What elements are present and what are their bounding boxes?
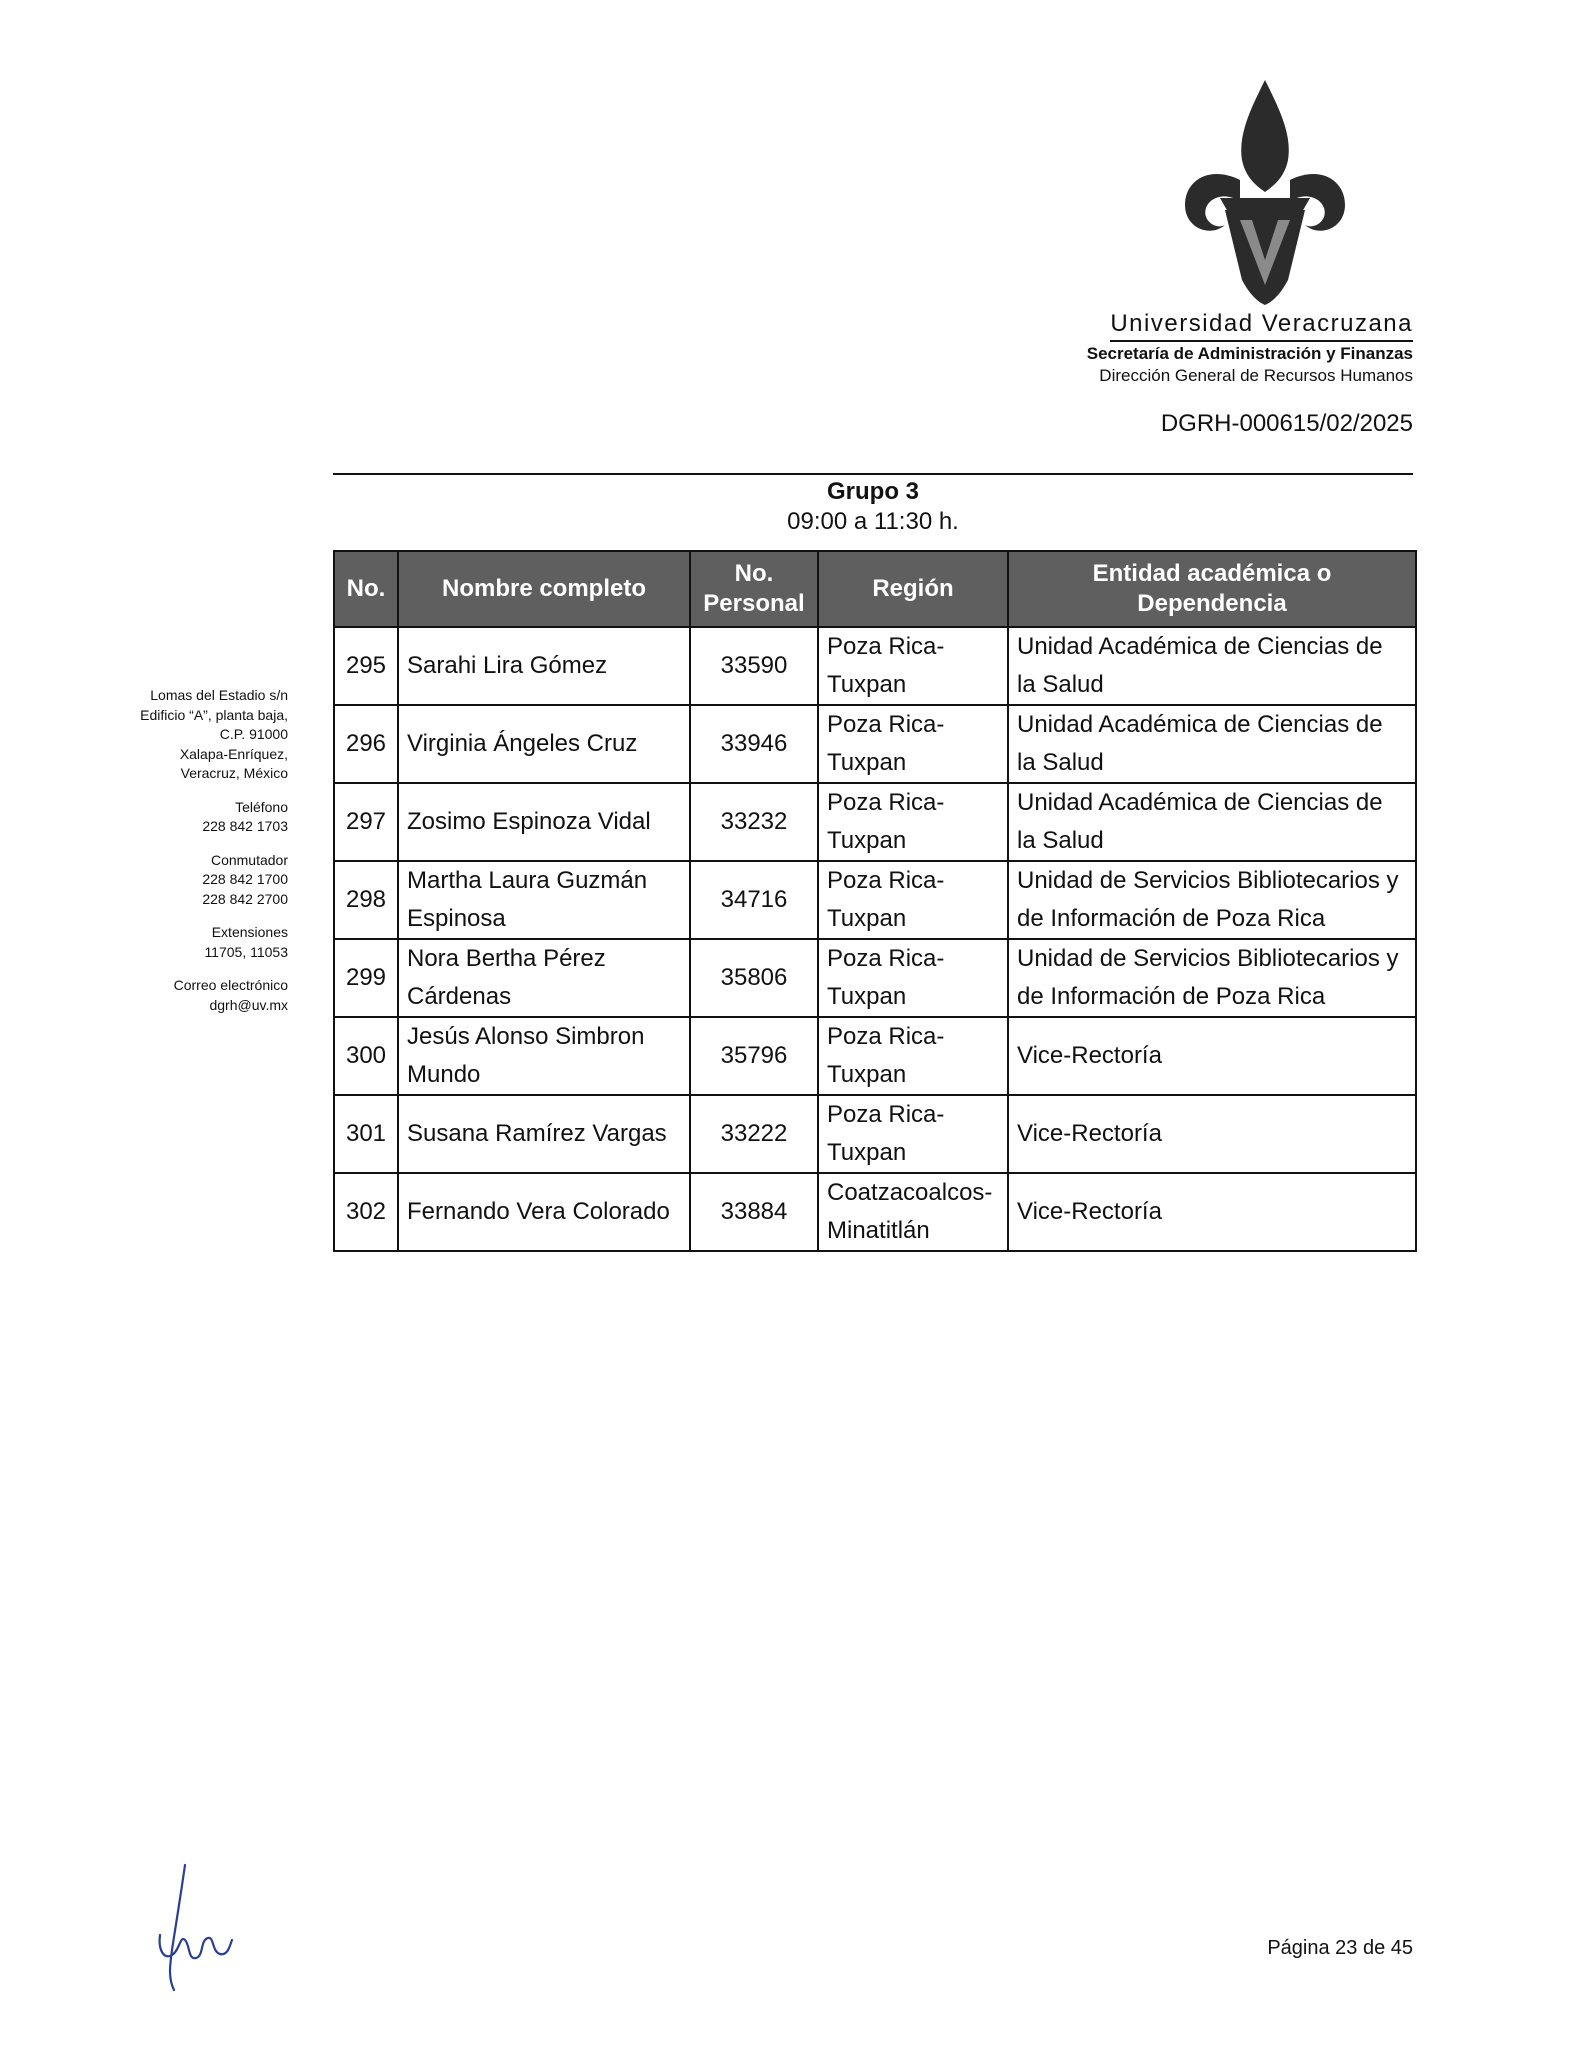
directorate-name: Dirección General de Recursos Humanos xyxy=(1099,366,1413,385)
cell-no: 301 xyxy=(334,1095,398,1173)
cell-personal: 34716 xyxy=(690,861,818,939)
roster-table xyxy=(333,550,1417,1252)
switchboard-block xyxy=(100,851,288,910)
document-number: DGRH-000615/02/2025 xyxy=(1160,410,1413,437)
cell-personal: 35796 xyxy=(690,1017,818,1095)
address-line: Xalapa-Enríquez, xyxy=(179,745,288,762)
secretariat-name: Secretaría de Administración y Finanzas xyxy=(1086,344,1413,363)
phone-number: 228 842 1703 xyxy=(202,818,288,834)
cell-no: 295 xyxy=(334,627,398,705)
email-label: Correo electrónico xyxy=(173,977,288,993)
institution-block xyxy=(1087,310,1413,386)
cell-personal: 33232 xyxy=(690,783,818,861)
cell-nombre: Martha Laura Guzmán Espinosa xyxy=(398,861,690,939)
group-schedule: 09:00 a 11:30 h. xyxy=(787,508,959,535)
cell-nombre: Fernando Vera Colorado xyxy=(398,1173,690,1251)
signature-initials-icon xyxy=(150,1860,240,1995)
cell-nombre: Nora Bertha Pérez Cárdenas xyxy=(398,939,690,1017)
table-header-row xyxy=(334,551,1416,627)
table-row xyxy=(334,1173,1416,1251)
university-logo-icon xyxy=(1180,80,1350,305)
extensions-label: Extensiones xyxy=(211,924,288,940)
switchboard-label: Conmutador xyxy=(210,851,288,868)
cell-entidad: Unidad Académica de Ciencias de la Salud xyxy=(1008,783,1416,861)
cell-region: Poza Rica-Tuxpan xyxy=(818,939,1008,1017)
address-line: Veracruz, México xyxy=(180,765,288,781)
header-entidad: Entidad académica o Dependencia xyxy=(1008,551,1416,627)
cell-region: Poza Rica-Tuxpan xyxy=(818,1095,1008,1173)
cell-nombre: Jesús Alonso Simbron Mundo xyxy=(398,1017,690,1095)
extensions-block xyxy=(100,923,288,962)
cell-region: Poza Rica-Tuxpan xyxy=(818,783,1008,861)
address-line: Lomas del Estadio s/n xyxy=(150,687,288,703)
cell-personal: 33222 xyxy=(690,1095,818,1173)
cell-nombre: Virginia Ángeles Cruz xyxy=(398,705,690,783)
switchboard-number: 228 842 1700 xyxy=(202,871,288,887)
cell-region: Poza Rica-Tuxpan xyxy=(818,627,1008,705)
group-title: Grupo 3 xyxy=(826,478,919,505)
cell-nombre: Zosimo Espinoza Vidal xyxy=(398,783,690,861)
group-heading xyxy=(333,477,1413,537)
table-row xyxy=(334,705,1416,783)
header-personal: No. Personal xyxy=(690,551,818,627)
cell-no: 302 xyxy=(334,1173,398,1251)
cell-no: 300 xyxy=(334,1017,398,1095)
header-divider xyxy=(333,473,1413,475)
cell-nombre: Susana Ramírez Vargas xyxy=(398,1095,690,1173)
address-line: C.P. 91000 xyxy=(219,726,288,742)
cell-entidad: Unidad de Servicios Bibliotecarios y de Información de Poza Rica xyxy=(1008,861,1416,939)
university-name: Universidad Veracruzana xyxy=(1110,310,1413,342)
page-number: Página 23 de 45 xyxy=(1267,1937,1413,1959)
cell-nombre: Sarahi Lira Gómez xyxy=(398,627,690,705)
cell-no: 298 xyxy=(334,861,398,939)
cell-no: 297 xyxy=(334,783,398,861)
email-block xyxy=(100,976,288,1015)
cell-personal: 35806 xyxy=(690,939,818,1017)
cell-region: Poza Rica-Tuxpan xyxy=(818,861,1008,939)
table-row xyxy=(334,783,1416,861)
cell-region: Poza Rica-Tuxpan xyxy=(818,1017,1008,1095)
cell-region: Poza Rica-Tuxpan xyxy=(818,705,1008,783)
table-row xyxy=(334,1017,1416,1095)
address-block xyxy=(100,686,288,784)
address-line: Edificio “A”, planta baja, xyxy=(140,706,288,723)
cell-entidad: Unidad de Servicios Bibliotecarios y de Información de Poza Rica xyxy=(1008,939,1416,1017)
cell-entidad: Unidad Académica de Ciencias de la Salud xyxy=(1008,627,1416,705)
table-row xyxy=(334,939,1416,1017)
cell-entidad: Unidad Académica de Ciencias de la Salud xyxy=(1008,705,1416,783)
contact-sidebar xyxy=(100,686,288,1029)
cell-personal: 33590 xyxy=(690,627,818,705)
email-address: dgrh@uv.mx xyxy=(209,996,288,1013)
switchboard-number: 228 842 2700 xyxy=(202,890,288,907)
cell-personal: 33946 xyxy=(690,705,818,783)
table-row xyxy=(334,1095,1416,1173)
phone-label: Teléfono xyxy=(235,798,288,815)
cell-entidad: Vice-Rectoría xyxy=(1008,1173,1416,1251)
table-row xyxy=(334,627,1416,705)
cell-region: Coatzacoalcos-Minatitlán xyxy=(818,1173,1008,1251)
table-row xyxy=(334,861,1416,939)
header-no: No. xyxy=(334,551,398,627)
cell-personal: 33884 xyxy=(690,1173,818,1251)
cell-no: 299 xyxy=(334,939,398,1017)
extensions-number: 11705, 11053 xyxy=(204,943,288,960)
header-region: Región xyxy=(818,551,1008,627)
cell-entidad: Vice-Rectoría xyxy=(1008,1017,1416,1095)
phone-block xyxy=(100,798,288,837)
cell-no: 296 xyxy=(334,705,398,783)
cell-entidad: Vice-Rectoría xyxy=(1008,1095,1416,1173)
header-nombre: Nombre completo xyxy=(398,551,690,627)
